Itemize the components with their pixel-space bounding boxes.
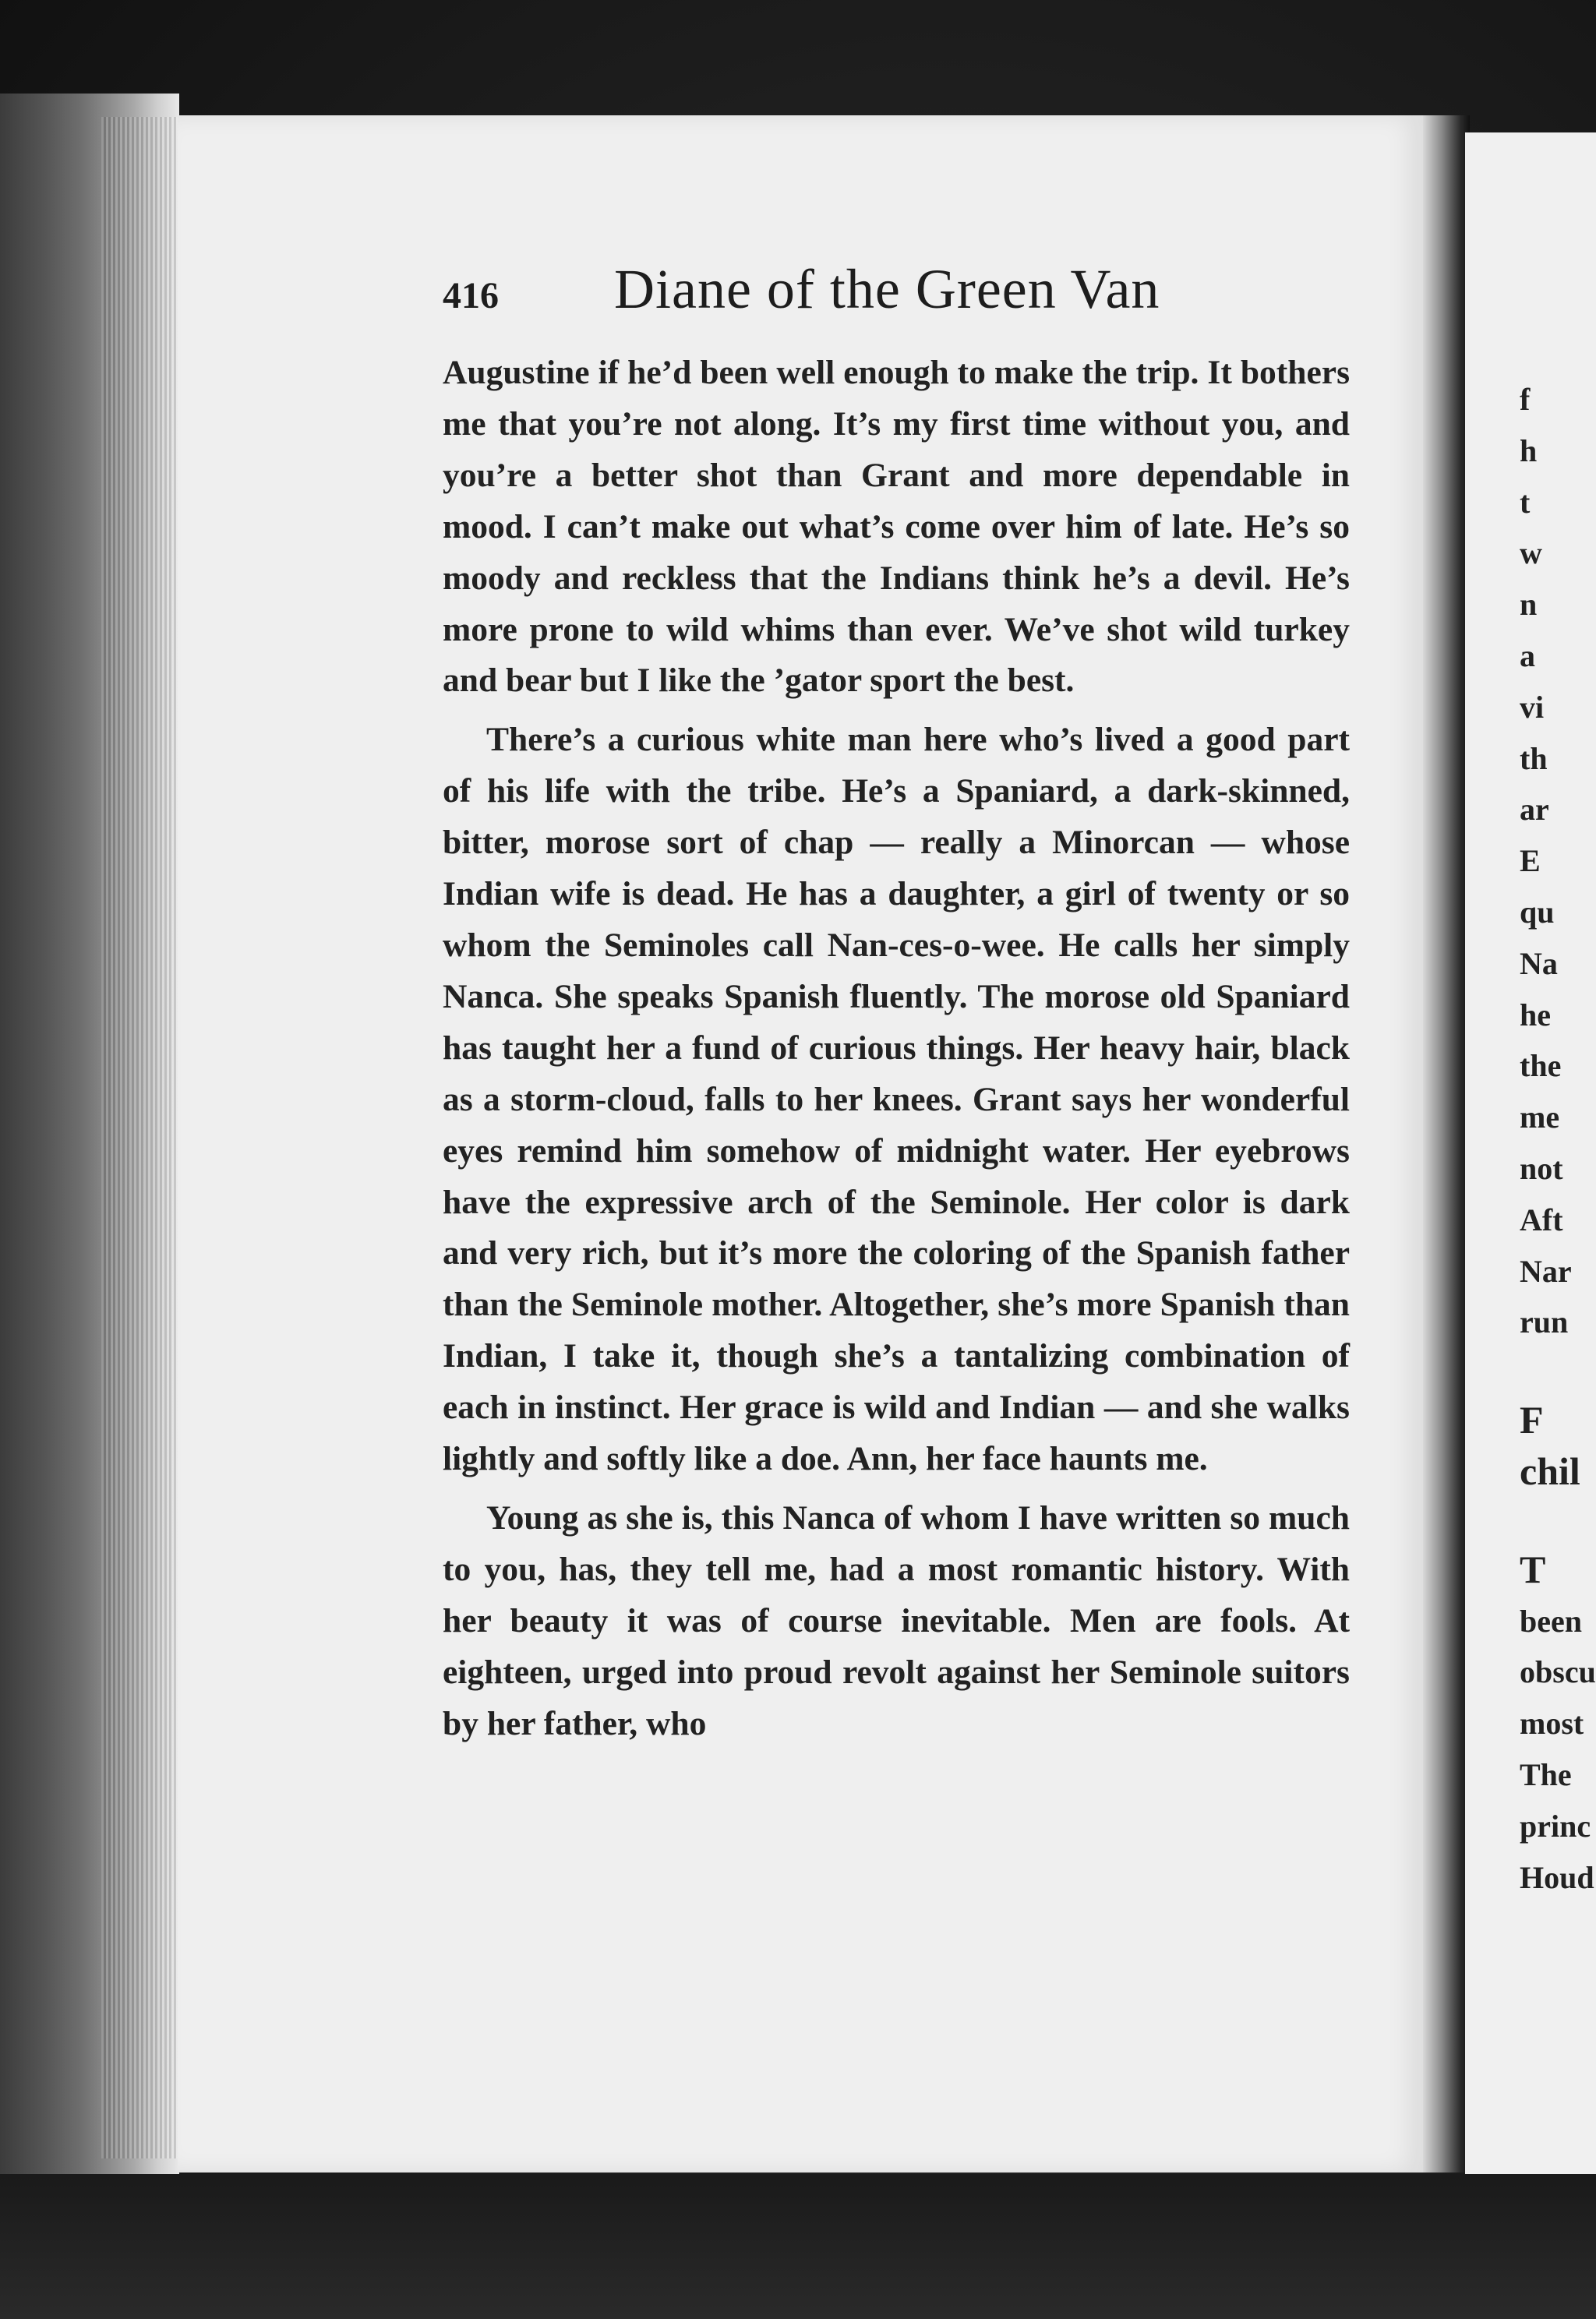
facing-line: Nar (1520, 1253, 1572, 1289)
facing-line: been (1520, 1603, 1582, 1639)
facing-line: The (1520, 1756, 1572, 1792)
facing-line: the (1520, 1048, 1562, 1084)
facing-line: ar (1520, 792, 1549, 828)
book-title: Diane of the Green Van (614, 258, 1160, 320)
facing-line: Na (1520, 945, 1558, 981)
facing-line: obscu (1520, 1654, 1596, 1690)
facing-line: he (1520, 997, 1551, 1032)
facing-gap (1520, 1348, 1596, 1395)
facing-gap (1520, 1498, 1596, 1544)
facing-line: qu (1520, 894, 1555, 930)
body-text (443, 348, 1350, 1749)
scan-bottom-shadow (0, 2174, 1596, 2319)
book-page-edge-lines (101, 117, 179, 2158)
facing-line: h (1520, 432, 1538, 468)
facing-line: Aft (1520, 1202, 1563, 1237)
facing-line: me (1520, 1099, 1560, 1135)
paragraph-1: Augustine if he’d been well enough to make the trip. It bothers me that you’re not along. It’s my first time without you, and you’re a better shot than Grant and more dependable in mood. I can’t make out what’s come over him of late. He’s so moody and reckless that the Indians think he’s a devil. He’s more prone to wild whims than ever. We’ve shot wild turkey and bear but I like the ’gator sport the best. (443, 354, 1350, 700)
facing-line: w (1520, 535, 1542, 571)
facing-line: not (1520, 1150, 1563, 1186)
facing-page-text (1520, 374, 1596, 1903)
facing-line: run (1520, 1304, 1569, 1340)
facing-line: th (1520, 740, 1548, 776)
facing-heading-line: chil (1520, 1449, 1580, 1493)
facing-line: a (1520, 637, 1535, 673)
paragraph-3: Young as she is, this Nanca of whom I have written so much to you, has, they tell me, had a most romantic history. With her beauty it was of course inevitable. Men are fools. At eighteen, urged into proud revolt against her Seminole suitors by her father, who (443, 1498, 1350, 1742)
facing-line: princ (1520, 1808, 1591, 1844)
facing-line: n (1520, 587, 1538, 623)
facing-heading-line: F (1520, 1398, 1544, 1442)
running-head (443, 257, 1347, 335)
facing-line: vi (1520, 689, 1545, 725)
paragraph-2: There’s a curious white man here who’s lived a good part of his life with the tribe. He’s a Spaniard, a dark-skinned, bitter, morose sort of chap — really a Minorcan — whose Indian wife is dead. He has a daughter, a girl of twenty or so whom the Seminoles call Nan-ces-o-wee. He calls her simply Nanca. She speaks Spanish fluently. The morose old Spaniard has taught her a fund of curious things. Her heavy hair, black as a storm-cloud, falls to her knees. Grant says her wonderful eyes remind him somehow of midnight water. Her eyebrows have the expressive arch of the Seminole. Her color is dark and very rich, but it’s more the coloring of the Spanish father than the Seminole mother. Altogether, she’s more Spanish than Indian, I take it, though she’s a tantalizing combination of each in instinct. Her grace is wild and Indian — and she walks lightly and softly like a doe. Ann, her face haunts me. (443, 721, 1350, 1478)
facing-line: E (1520, 843, 1541, 879)
book-gutter (1423, 115, 1470, 2173)
facing-line: most (1520, 1706, 1584, 1742)
facing-line: f (1520, 382, 1531, 417)
page-number: 416 (443, 275, 499, 316)
facing-line: Houd (1520, 1859, 1594, 1895)
facing-line: t (1520, 484, 1531, 520)
facing-line: T (1520, 1547, 1546, 1591)
